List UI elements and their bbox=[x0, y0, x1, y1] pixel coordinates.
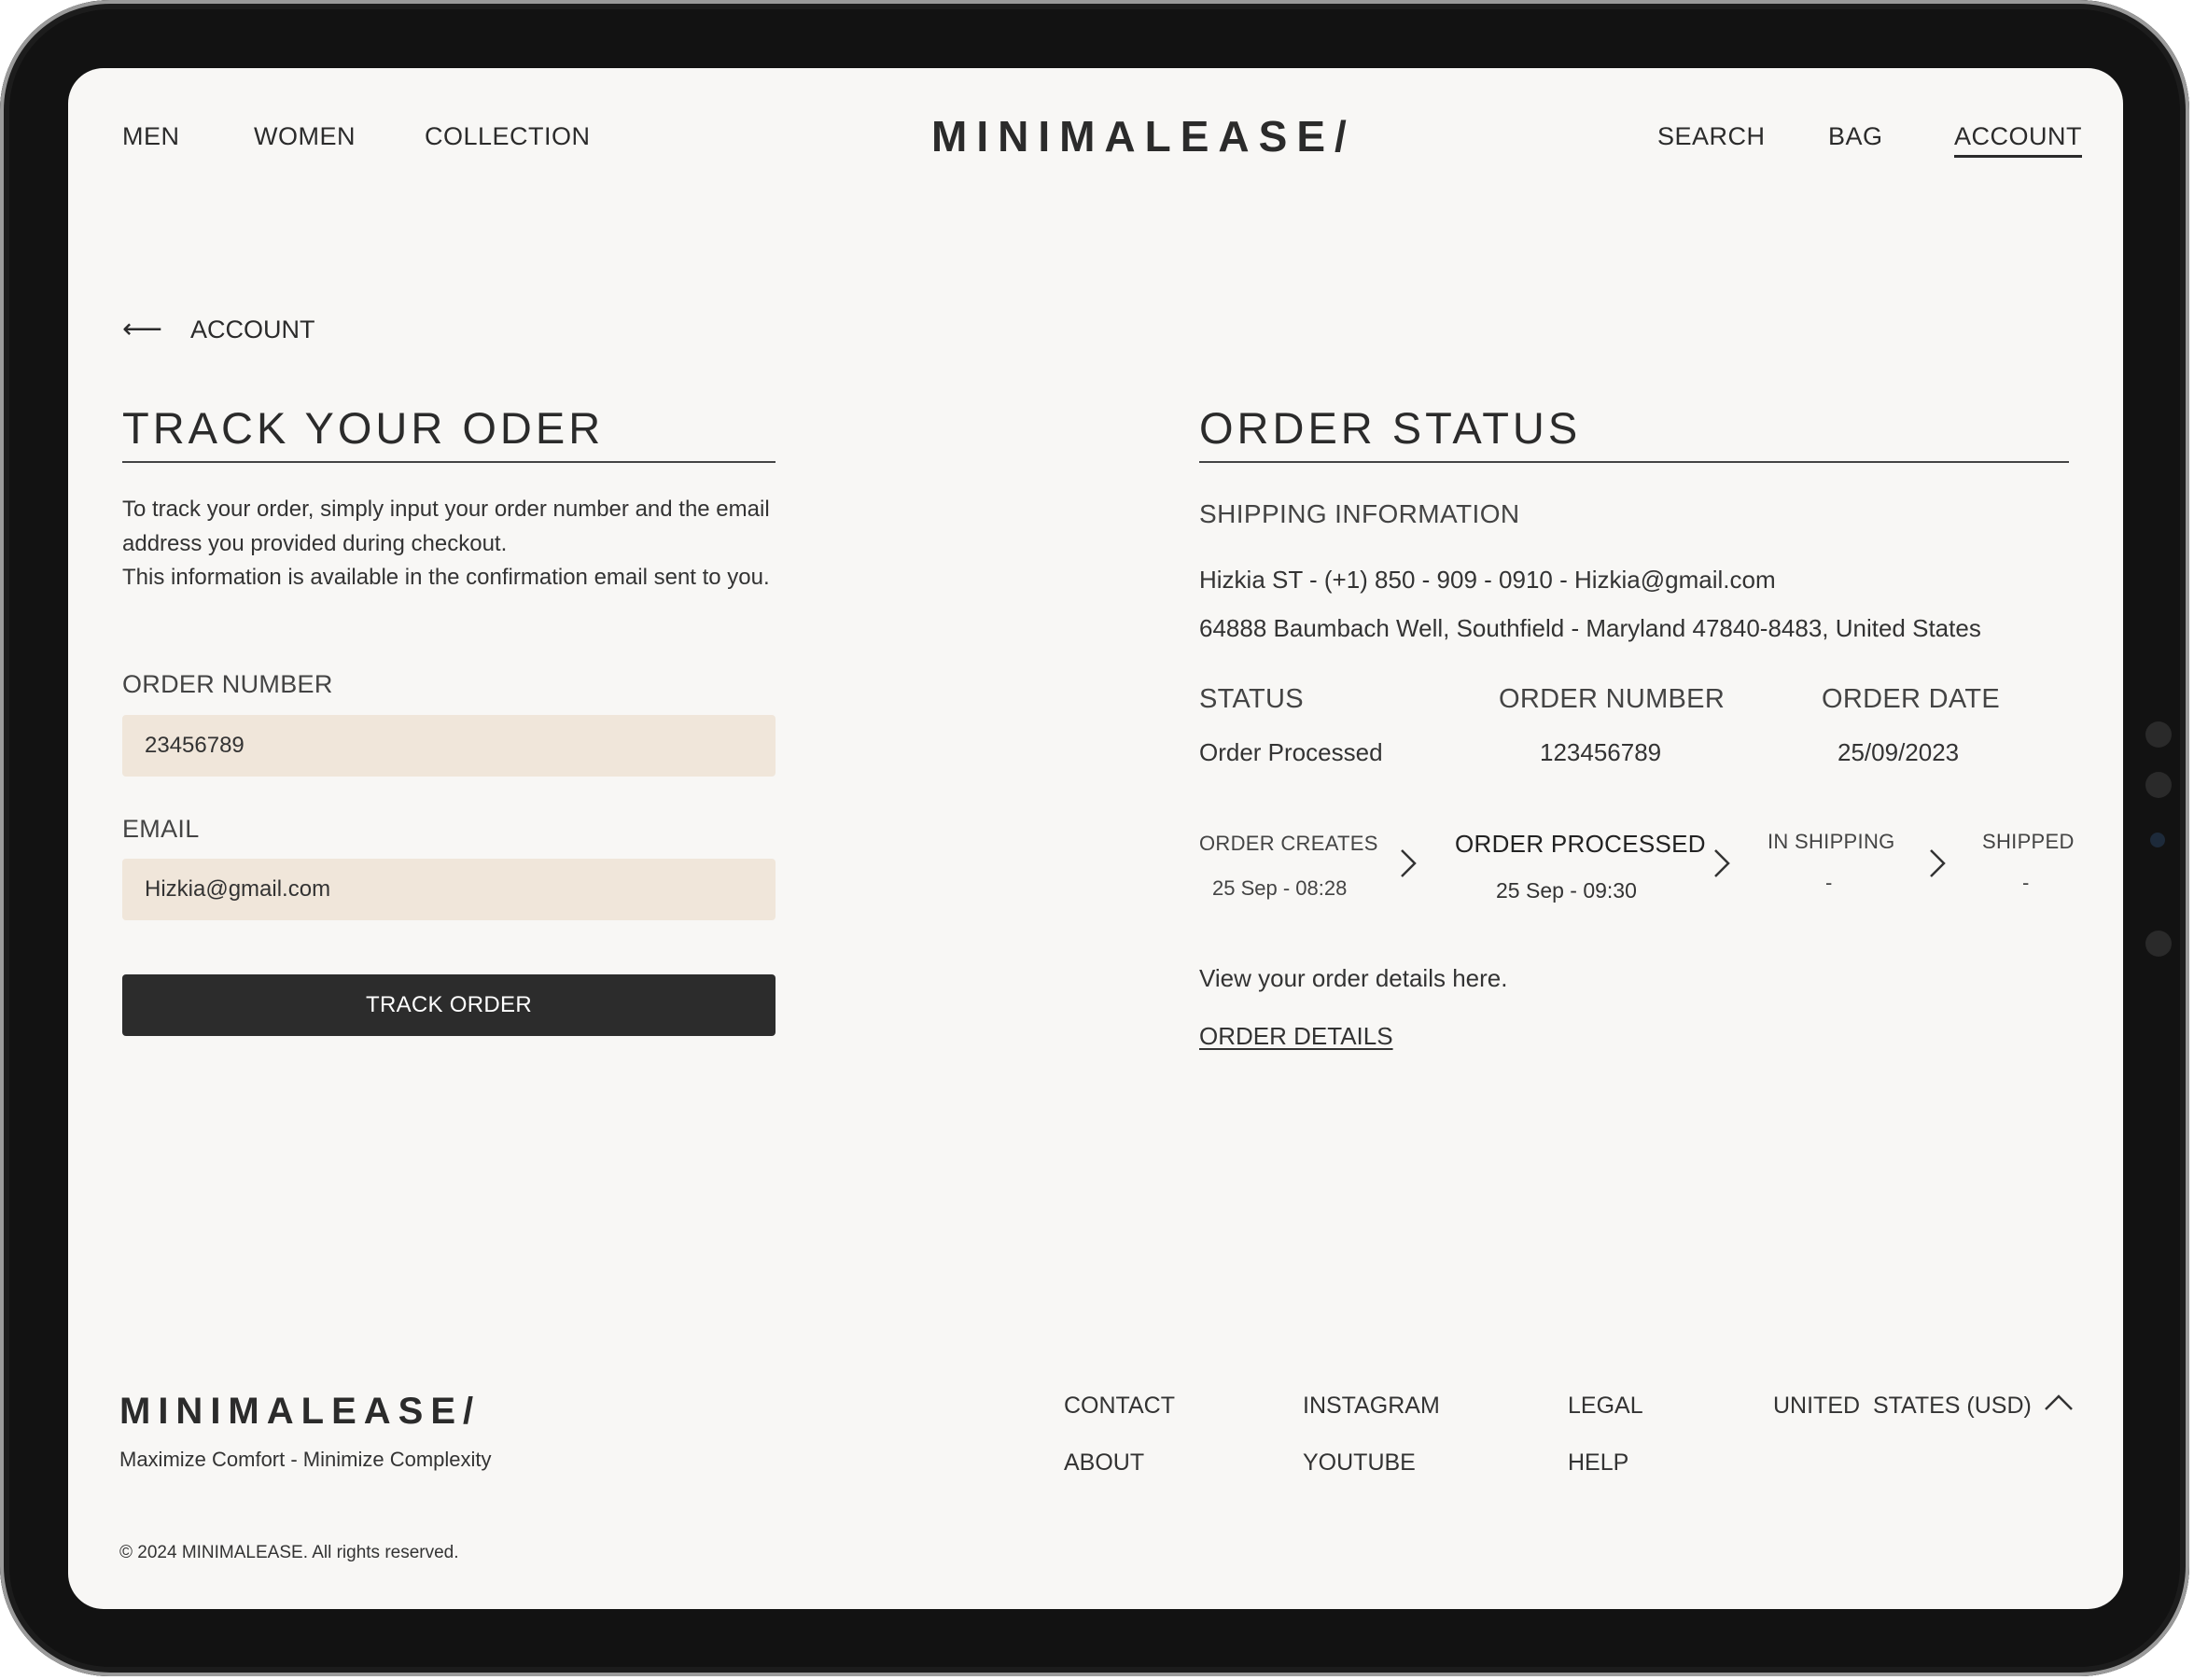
chevron-right-icon bbox=[1924, 847, 1950, 880]
footer-link-instagram[interactable]: INSTAGRAM bbox=[1303, 1393, 1440, 1419]
shipping-contact: Hizkia ST - (+1) 850 - 909 - 0910 - Hizkia@gmail.com bbox=[1199, 566, 1776, 594]
side-sensor bbox=[2145, 931, 2172, 957]
track-description bbox=[122, 493, 776, 595]
status-column-header: STATUS bbox=[1199, 684, 1304, 714]
footer-copyright: © 2024 MINIMALEASE. All rights reserved. bbox=[119, 1543, 459, 1562]
description-line: This information is available in the confirmation email sent to you. bbox=[122, 565, 770, 590]
track-order-button[interactable]: TRACK ORDER bbox=[122, 974, 776, 1036]
shipping-heading: SHIPPING INFORMATION bbox=[1199, 499, 1520, 528]
step-title: IN SHIPPING bbox=[1768, 830, 1895, 853]
order-date-value: 25/09/2023 bbox=[1838, 738, 1960, 766]
breadcrumb-label: ACCOUNT bbox=[190, 315, 315, 343]
side-sensor bbox=[2145, 721, 2172, 748]
footer-link-legal[interactable]: LEGAL bbox=[1568, 1393, 1643, 1419]
nav-account[interactable]: ACCOUNT bbox=[1954, 122, 2082, 158]
email-input[interactable] bbox=[122, 859, 776, 920]
view-details-text: View your order details here. bbox=[1199, 964, 1508, 992]
footer-link-about[interactable]: ABOUT bbox=[1064, 1449, 1145, 1476]
screen bbox=[68, 68, 2123, 1609]
order-details-link[interactable]: ORDER DETAILS bbox=[1199, 1022, 1393, 1050]
order-status-title: ORDER STATUS bbox=[1199, 403, 1582, 453]
order-date-column-header: ORDER DATE bbox=[1822, 684, 2000, 714]
arrow-left-icon: ⟵ bbox=[122, 314, 163, 344]
footer-tagline: Maximize Comfort - Minimize Complexity bbox=[119, 1448, 492, 1471]
chevron-up-icon[interactable] bbox=[2043, 1392, 2075, 1412]
nav-women[interactable]: WOMEN bbox=[254, 122, 356, 150]
step-time: 25 Sep - 08:28 bbox=[1212, 876, 1348, 900]
description-line: To track your order, simply input your order number and the email address you provided during checkout. bbox=[122, 497, 770, 556]
step-time-current: 25 Sep - 09:30 bbox=[1496, 878, 1637, 903]
footer-link-help[interactable]: HELP bbox=[1568, 1449, 1629, 1476]
camera-icon bbox=[2150, 833, 2165, 847]
status-value: Order Processed bbox=[1199, 738, 1383, 766]
step-title: SHIPPED bbox=[1982, 830, 2075, 853]
nav-collection[interactable]: COLLECTION bbox=[425, 122, 591, 150]
nav-search[interactable]: SEARCH bbox=[1657, 122, 1766, 150]
track-title: TRACK YOUR ODER bbox=[122, 403, 605, 453]
footer-logo[interactable]: MINIMALEASE/ bbox=[119, 1391, 482, 1432]
order-number-value: 123456789 bbox=[1540, 738, 1662, 766]
step-title-current: ORDER PROCESSED bbox=[1455, 830, 1706, 858]
chevron-right-icon bbox=[1395, 847, 1421, 880]
order-number-label: ORDER NUMBER bbox=[122, 670, 333, 698]
footer-link-youtube[interactable]: YOUTUBE bbox=[1303, 1449, 1416, 1476]
brand-logo[interactable]: MINIMALEASE/ bbox=[931, 112, 1356, 161]
back-to-account-link[interactable] bbox=[122, 313, 315, 345]
step-time: - bbox=[1825, 871, 1833, 894]
nav-bag[interactable]: BAG bbox=[1828, 122, 1883, 150]
email-label: EMAIL bbox=[122, 815, 200, 843]
order-number-column-header: ORDER NUMBER bbox=[1499, 684, 1726, 714]
step-title: ORDER CREATES bbox=[1199, 832, 1378, 855]
title-divider bbox=[1199, 461, 2069, 463]
chevron-right-icon bbox=[1709, 847, 1735, 880]
side-sensor bbox=[2145, 772, 2172, 798]
step-time: - bbox=[2022, 871, 2030, 894]
region-selector[interactable]: UNITED STATES (USD) bbox=[1773, 1393, 2032, 1419]
title-divider bbox=[122, 461, 776, 463]
shipping-address: 64888 Baumbach Well, Southfield - Maryland 47840-8483, United States bbox=[1199, 614, 1981, 642]
order-number-input[interactable] bbox=[122, 715, 776, 777]
footer-link-contact[interactable]: CONTACT bbox=[1064, 1393, 1175, 1419]
nav-men[interactable]: MEN bbox=[122, 122, 180, 150]
